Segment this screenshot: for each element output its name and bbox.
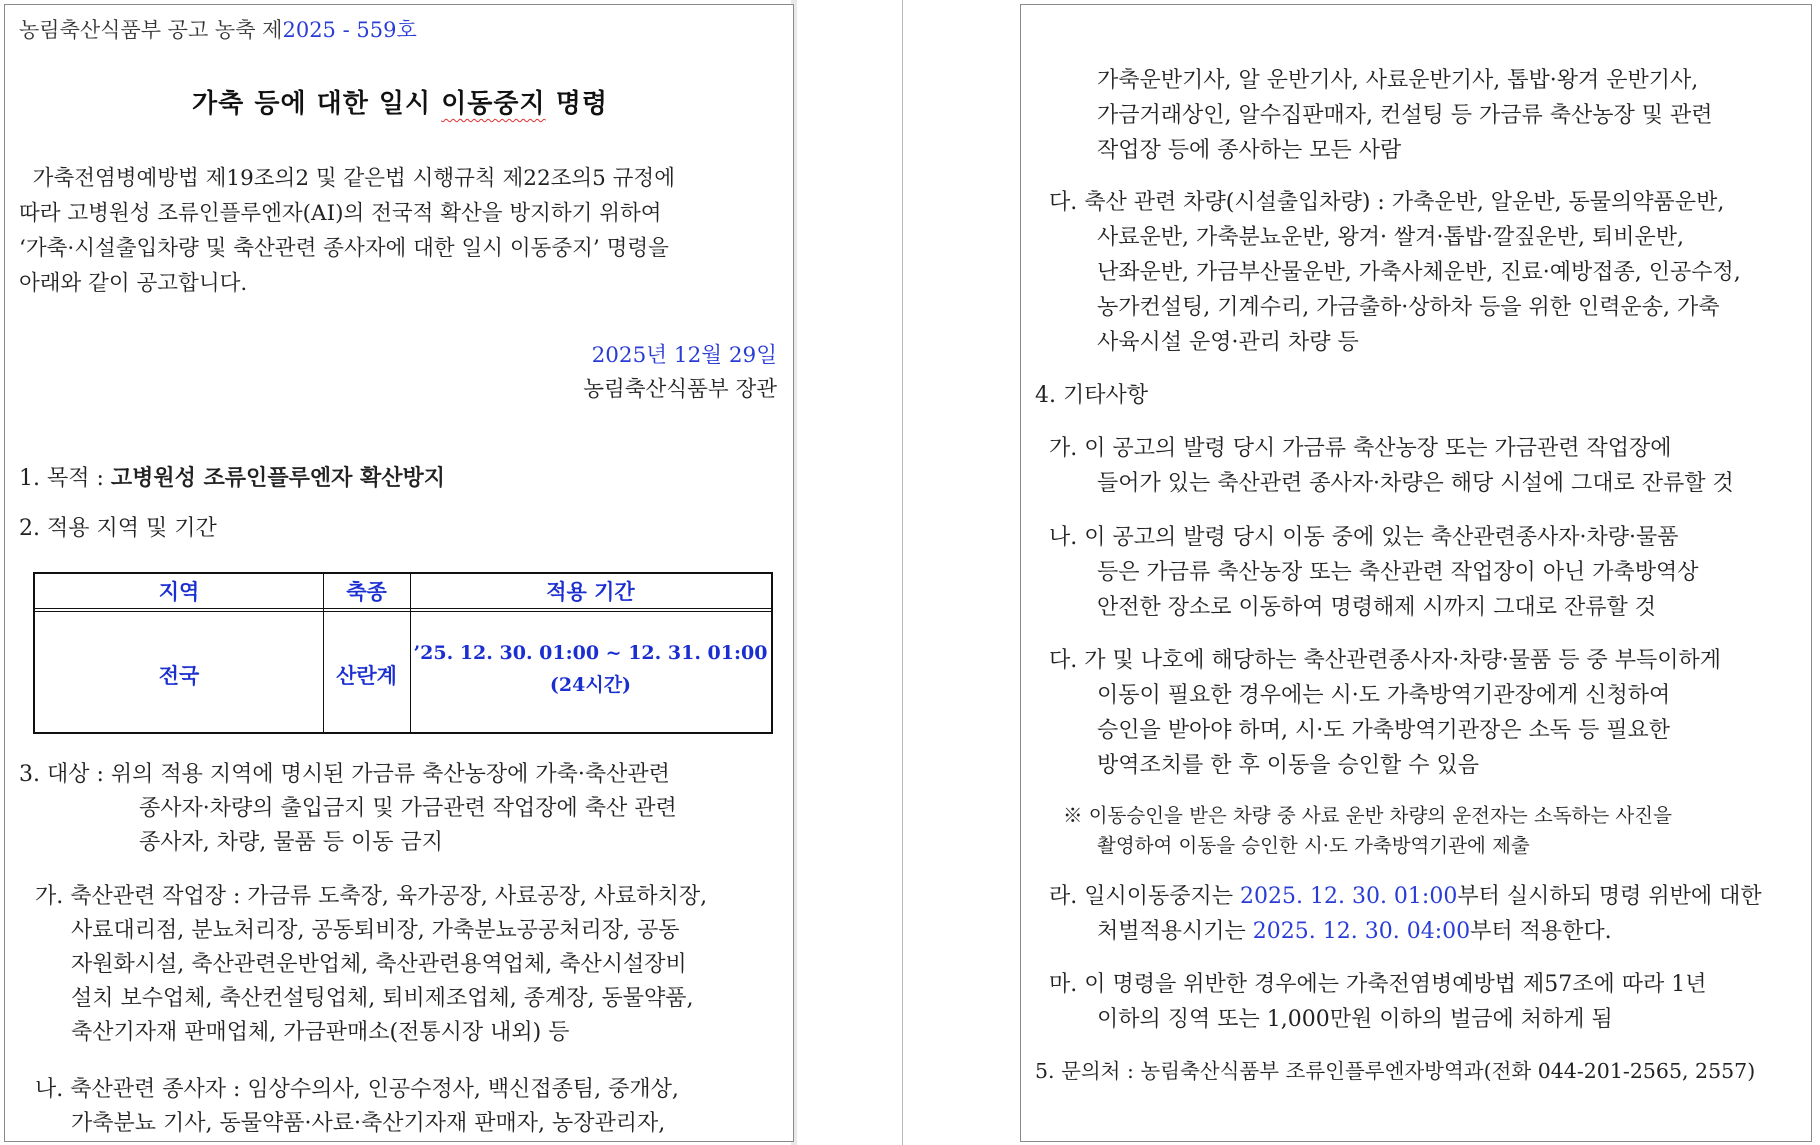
target-item-ga [35, 880, 707, 1050]
region-period-table [33, 572, 773, 734]
intro-paragraph [19, 161, 779, 301]
target-item-line: 다. 축산 관련 차량(시설출입차량) : 가축운반, 알운반, 동물의약품운반, [1049, 190, 1725, 215]
other-item-ga [1049, 431, 1734, 501]
document-title [5, 87, 794, 121]
target-item-line: 작업장 등에 종사하는 모든 사람 [1097, 138, 1402, 163]
ra-penalty-datetime: 2025. 12. 30. 04:00 [1252, 919, 1471, 944]
target-item-na-continued [1097, 63, 1713, 168]
other-item-line: 안전한 장소로 이동하여 명령해제 시까지 그대로 잔류할 것 [1097, 595, 1657, 620]
target-item-da [1049, 185, 1741, 360]
other-item-ma [1049, 967, 1706, 1037]
section-region-period: 2. 적용 지역 및 기간 [19, 516, 217, 541]
target-item-na [35, 1073, 679, 1141]
table-header-period: 적용 기간 [546, 579, 635, 604]
other-item-ra [1049, 879, 1762, 949]
section-contact: 5. 문의처 : 농림축산식품부 조류인플루엔자방역과(전화 044-201-2565, 2557) [1035, 1059, 1756, 1083]
title-part-underlined: 이동중지 [441, 89, 546, 119]
target-item-line: 자원화시설, 축산관련운반업체, 축산관련용역업체, 축산시설장비 [71, 952, 687, 977]
ra-text: 처벌적용시기는 [1097, 919, 1253, 944]
notice-number-suffix: 호 [396, 18, 417, 42]
section-purpose-value: 고병원성 조류인플루엔자 확산방지 [110, 465, 445, 491]
table-header-region: 지역 [158, 579, 200, 604]
notice-date: 2025년 12월 29일 [591, 343, 777, 368]
target-item-line: 사료대리점, 분뇨처리장, 공동퇴비장, 가축분뇨공공처리장, 공동 [71, 918, 680, 943]
ra-start-datetime: 2025. 12. 30. 01:00 [1240, 884, 1458, 909]
ra-text: 부터 실시하되 명령 위반에 대한 [1457, 884, 1762, 909]
notice-number-prefix: 농림축산식품부 공고 농축 제 [19, 18, 283, 42]
other-item-line: 승인을 받아야 하며, 시·도 가축방역기관장은 소독 등 필요한 [1097, 718, 1670, 743]
table-cell-period: ’25. 12. 30. 01:00 ~ 12. 31. 01:00 [413, 642, 768, 664]
other-item-line [1049, 914, 1762, 949]
other-item-line: 마. 이 명령을 위반한 경우에는 가축전염병예방법 제57조에 따라 1년 [1049, 972, 1707, 997]
notice-number [19, 13, 417, 47]
target-item-line: 나. 축산관련 종사자 : 임상수의사, 인공수정사, 백신접종팀, 중개상, [35, 1077, 679, 1102]
table-cell-species: 산란계 [336, 663, 397, 688]
target-item-line: 난좌운반, 가금부산물운반, 가축사체운반, 진료·예방접종, 인공수정, [1097, 260, 1741, 285]
section-target-line: 3. 대상 : 위의 적용 지역에 명시된 가금류 축산농장에 가축·축산관련 [19, 762, 670, 787]
intro-line: 아래와 같이 공고합니다. [19, 271, 248, 296]
other-item-line: 가. 이 공고의 발령 당시 가금류 축산농장 또는 가금관련 작업장에 [1049, 436, 1672, 461]
other-item-da [1049, 643, 1721, 783]
notice-number-value: 2025 - 559 [282, 18, 397, 42]
section-target-line: 종사자, 차량, 물품 등 이동 금지 [139, 830, 443, 855]
table-header-species: 축종 [346, 579, 387, 604]
ra-text: 라. 일시이동중지는 [1049, 884, 1240, 909]
target-item-line: 가금거래상인, 알수집판매자, 컨설팅 등 가금류 축산농장 및 관련 [1097, 103, 1713, 128]
other-item-line: 들어가 있는 축산관련 종사자·차량은 해당 시설에 그대로 잔류할 것 [1097, 471, 1734, 496]
section-other: 4. 기타사항 [1035, 383, 1148, 408]
target-item-line: 가축운반기사, 알 운반기사, 사료운반기사, 톱밥·왕겨 운반기사, [1097, 68, 1699, 93]
other-item-line: 이동이 필요한 경우에는 시·도 가축방역기관장에게 신청하여 [1097, 683, 1671, 708]
section-purpose [19, 461, 445, 496]
ra-text: 부터 적용한다. [1470, 919, 1612, 944]
other-item-line [1049, 879, 1762, 914]
section-purpose-label: 1. 목적 : [19, 466, 111, 491]
section-target [19, 758, 677, 860]
intro-line: 가축전염병예방법 제19조의2 및 같은법 시행규칙 제22조의5 규정에 [19, 166, 675, 191]
issuer: 농림축산식품부 장관 [583, 377, 777, 402]
intro-line: 따라 고병원성 조류인플루엔자(AI)의 전국적 확산을 방지하기 위하여 [19, 201, 662, 226]
target-item-line: 축산기자재 판매업체, 가금판매소(전통시장 내외) 등 [71, 1020, 570, 1045]
page-divider [902, 0, 903, 1145]
target-item-line: 사료운반, 가축분뇨운반, 왕겨· 쌀겨·톱밥·깔짚운반, 퇴비운반, [1097, 225, 1684, 250]
target-item-line: 설치 보수업체, 축산컨설팅업체, 퇴비제조업체, 종계장, 동물약품, [71, 986, 694, 1011]
title-part-1: 가축 등에 대한 일시 [192, 89, 442, 119]
intro-line: ‘가축·시설출입차량 및 축산관련 종사자에 대한 일시 이동중지’ 명령을 [19, 236, 669, 261]
other-item-line: 다. 가 및 나호에 해당하는 축산관련종사자·차량·물품 등 중 부득이하게 [1049, 648, 1721, 673]
approval-note [1063, 801, 1672, 861]
approval-note-line: ※ 이동승인을 받은 차량 중 사료 운반 차량의 운전자는 소독하는 사진을 [1063, 804, 1672, 827]
target-item-line: 사육시설 운영·관리 차량 등 [1097, 330, 1359, 355]
other-item-line: 등은 가금류 축산농장 또는 축산관련 작업장이 아닌 가축방역상 [1097, 560, 1699, 585]
other-item-line: 방역조치를 한 후 이동을 승인할 수 있음 [1097, 753, 1479, 778]
target-item-line: 가축분뇨 기사, 동물약품·사료·축산기자재 판매자, 농장관리자, [71, 1111, 666, 1136]
section-target-line: 종사자·차량의 출입금지 및 가금관련 작업장에 축산 관련 [139, 796, 677, 821]
other-item-line: 나. 이 공고의 발령 당시 이동 중에 있는 축산관련종사자·차량·물품 [1049, 525, 1679, 550]
document-page-2 [1020, 4, 1812, 1142]
target-item-line: 농가컨설팅, 기계수리, 가금출하·상하차 등을 위한 인력운송, 가축 [1097, 295, 1720, 320]
other-item-na [1049, 520, 1699, 625]
title-part-2: 명령 [545, 89, 608, 119]
approval-note-line: 촬영하여 이동을 승인한 시·도 가축방역기관에 제출 [1097, 834, 1530, 857]
document-page-1 [4, 4, 794, 1142]
target-item-line: 가. 축산관련 작업장 : 가금류 도축장, 육가공장, 사료공장, 사료하치장, [35, 884, 708, 909]
table-cell-period-duration: (24시간) [549, 674, 632, 696]
other-item-line: 이하의 징역 또는 1,000만원 이하의 벌금에 처하게 됨 [1097, 1007, 1613, 1032]
table-cell-region: 전국 [158, 663, 200, 688]
